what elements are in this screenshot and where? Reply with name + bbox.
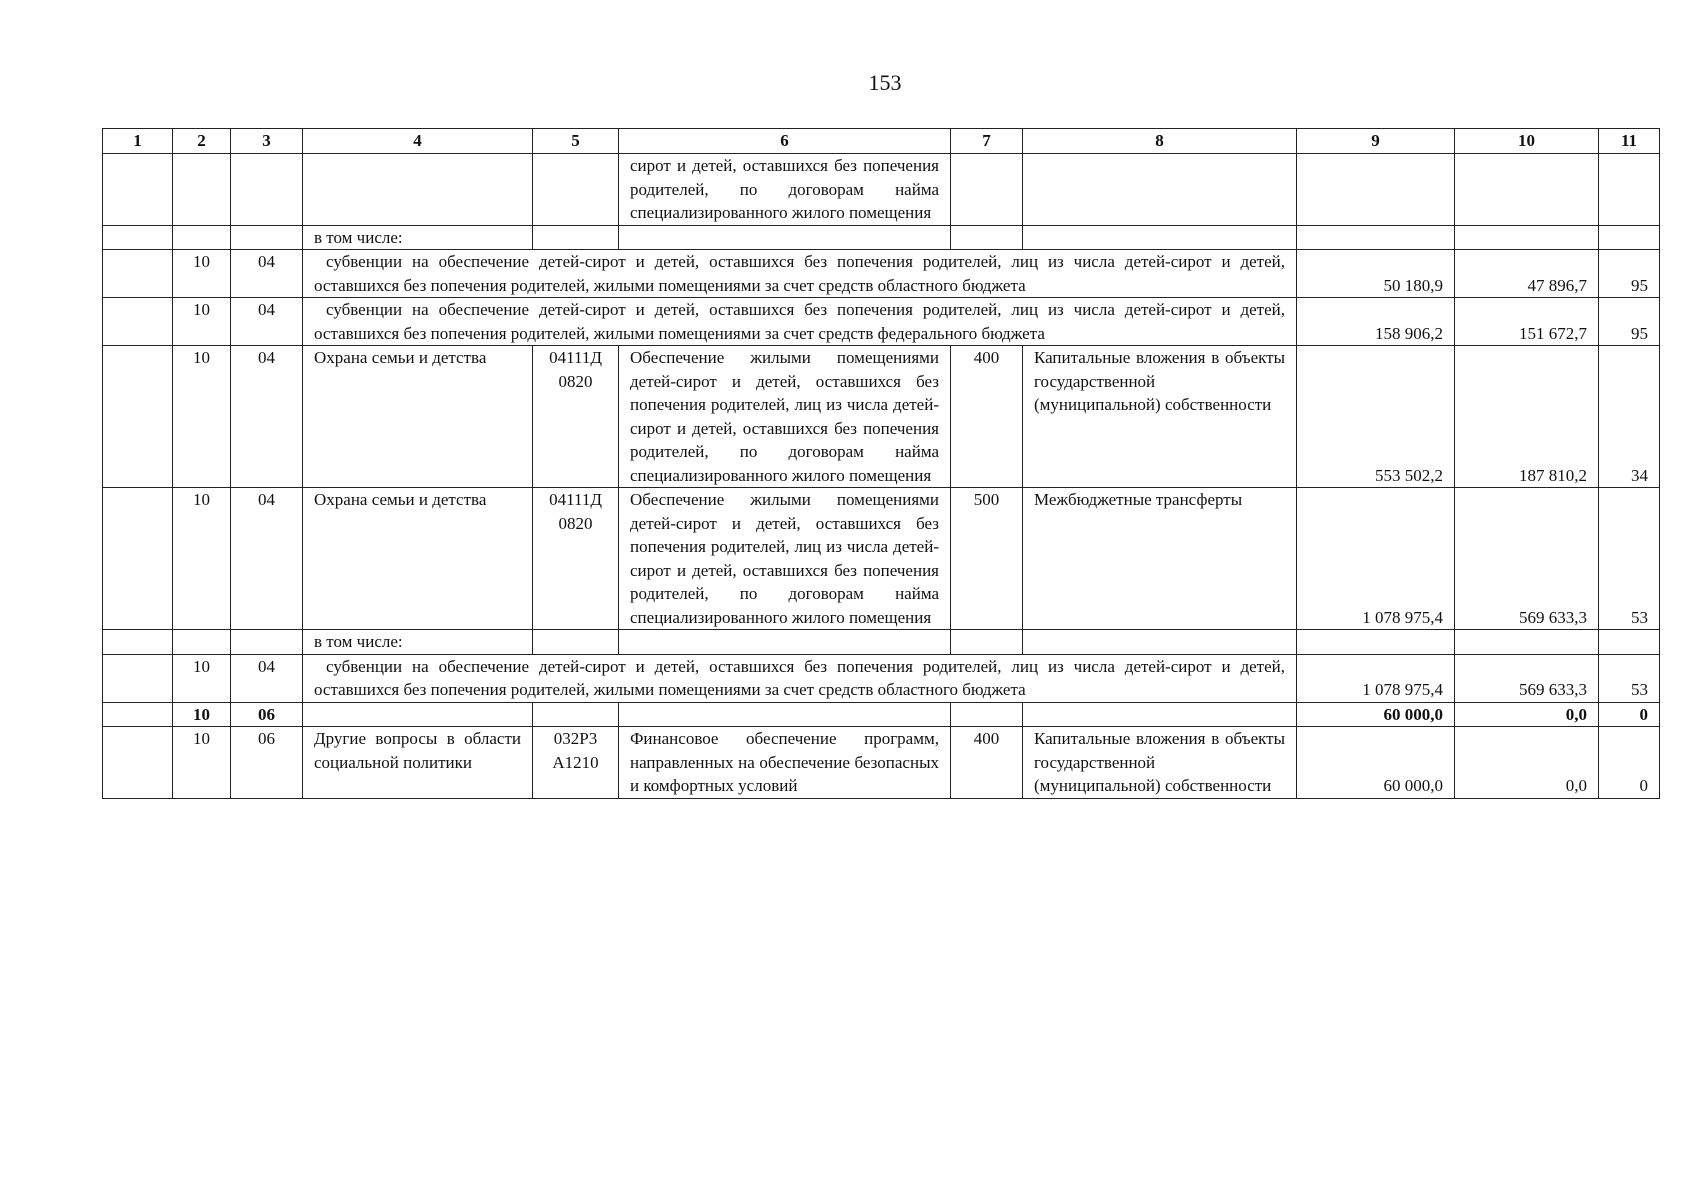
table-row [103, 225, 1660, 250]
cell-subvention-text: субвенции на обеспечение детей-сирот и детей, оставшихся без попечения родителей, лиц из числа детей-сирот и детей, оставшихся без попечения родителей, жилыми помещениями за счет средств областного бюджета [303, 654, 1297, 702]
cell-section: 10 [173, 702, 231, 727]
table-row [103, 630, 1660, 655]
cell-percent: 95 [1599, 298, 1660, 346]
cell-planned: 1 078 975,4 [1297, 488, 1455, 630]
cell-subsection: 04 [231, 488, 303, 630]
header-col-2: 2 [173, 129, 231, 154]
cell-section: 10 [173, 250, 231, 298]
cell-planned: 60 000,0 [1297, 702, 1455, 727]
cell-expense-code: 500 [951, 488, 1023, 630]
table-row [103, 298, 1660, 346]
cell-planned: 1 078 975,4 [1297, 654, 1455, 702]
header-row [103, 129, 1660, 154]
table-row [103, 346, 1660, 488]
header-col-1: 1 [103, 129, 173, 154]
cell-planned: 553 502,2 [1297, 346, 1455, 488]
cell-expense-type: Капитальные вложения в объекты государственной (муниципальной) собственности [1023, 346, 1297, 488]
cell-section: 10 [173, 346, 231, 488]
cell-target-code: 04111Д 0820 [533, 488, 619, 630]
cell-subvention-text: субвенции на обеспечение детей-сирот и детей, оставшихся без попечения родителей, лиц из числа детей-сирот и детей, оставшихся без попечения родителей, жилыми помещениями за счет средств областного бюджета [303, 250, 1297, 298]
cell-actual: 0,0 [1455, 702, 1599, 727]
header-col-3: 3 [231, 129, 303, 154]
header-col-6: 6 [619, 129, 951, 154]
cell-description: Финансовое обеспечение программ, направленных на обеспечение безопасных и комфортных условий [619, 727, 951, 799]
cell-actual: 187 810,2 [1455, 346, 1599, 488]
cell-description: Обеспечение жилыми помещениями детей-сирот и детей, оставшихся без попечения родителей, лиц из числа детей-сирот и детей, оставшихся без попечения родителей, по договорам найма специализированного жилого помещения [619, 488, 951, 630]
cell-expense-code: 400 [951, 727, 1023, 799]
cell-percent: 95 [1599, 250, 1660, 298]
cell-section: 10 [173, 488, 231, 630]
cell-subsection: 04 [231, 346, 303, 488]
cell-planned: 158 906,2 [1297, 298, 1455, 346]
cell-actual: 47 896,7 [1455, 250, 1599, 298]
table-row [103, 154, 1660, 226]
header-col-8: 8 [1023, 129, 1297, 154]
cell-subsection: 04 [231, 654, 303, 702]
subtotal-row [103, 702, 1660, 727]
header-col-10: 10 [1455, 129, 1599, 154]
cell-subsection: 04 [231, 250, 303, 298]
header-col-5: 5 [533, 129, 619, 154]
cell-planned: 50 180,9 [1297, 250, 1455, 298]
header-col-11: 11 [1599, 129, 1660, 154]
table-row [103, 250, 1660, 298]
cell-actual: 569 633,3 [1455, 654, 1599, 702]
table-row [103, 727, 1660, 799]
cell-actual: 0,0 [1455, 727, 1599, 799]
page-number: 153 [868, 70, 902, 95]
cell-expense-code: 400 [951, 346, 1023, 488]
cell-percent: 0 [1599, 727, 1660, 799]
header-col-7: 7 [951, 129, 1023, 154]
cell-section: 10 [173, 654, 231, 702]
cell-percent: 34 [1599, 346, 1660, 488]
cell-section: 10 [173, 727, 231, 799]
cell-description: сирот и детей, оставшихся без попечения родителей, по договорам найма специализированного жилого помещения [619, 154, 951, 226]
cell-percent: 53 [1599, 654, 1660, 702]
cell-subsection: 06 [231, 702, 303, 727]
cell-subsection: 06 [231, 727, 303, 799]
header-col-9: 9 [1297, 129, 1455, 154]
cell-section-name: Другие вопросы в области социальной политики [303, 727, 533, 799]
cell-including-label: в том числе: [303, 630, 533, 655]
cell-target-code: 04111Д 0820 [533, 346, 619, 488]
budget-table [102, 128, 1660, 799]
cell-including-label: в том числе: [303, 225, 533, 250]
cell-section: 10 [173, 298, 231, 346]
table-row [103, 654, 1660, 702]
cell-subvention-text: субвенции на обеспечение детей-сирот и детей, оставшихся без попечения родителей, лиц из числа детей-сирот и детей, оставшихся без попечения родителей, жилыми помещениями за счет средств федерального бюджета [303, 298, 1297, 346]
cell-section-name: Охрана семьи и детства [303, 488, 533, 630]
cell-subsection: 04 [231, 298, 303, 346]
cell-actual: 151 672,7 [1455, 298, 1599, 346]
cell-planned: 60 000,0 [1297, 727, 1455, 799]
cell-percent: 0 [1599, 702, 1660, 727]
cell-actual: 569 633,3 [1455, 488, 1599, 630]
cell-expense-type: Межбюджетные трансферты [1023, 488, 1297, 630]
cell-expense-type: Капитальные вложения в объекты государственной (муниципальной) собственности [1023, 727, 1297, 799]
cell-percent: 53 [1599, 488, 1660, 630]
header-col-4: 4 [303, 129, 533, 154]
cell-target-code: 032Р3 А1210 [533, 727, 619, 799]
table-row [103, 488, 1660, 630]
cell-section-name: Охрана семьи и детства [303, 346, 533, 488]
cell-description: Обеспечение жилыми помещениями детей-сирот и детей, оставшихся без попечения родителей, лиц из числа детей-сирот и детей, оставшихся без попечения родителей, по договорам найма специализированного жилого помещения [619, 346, 951, 488]
